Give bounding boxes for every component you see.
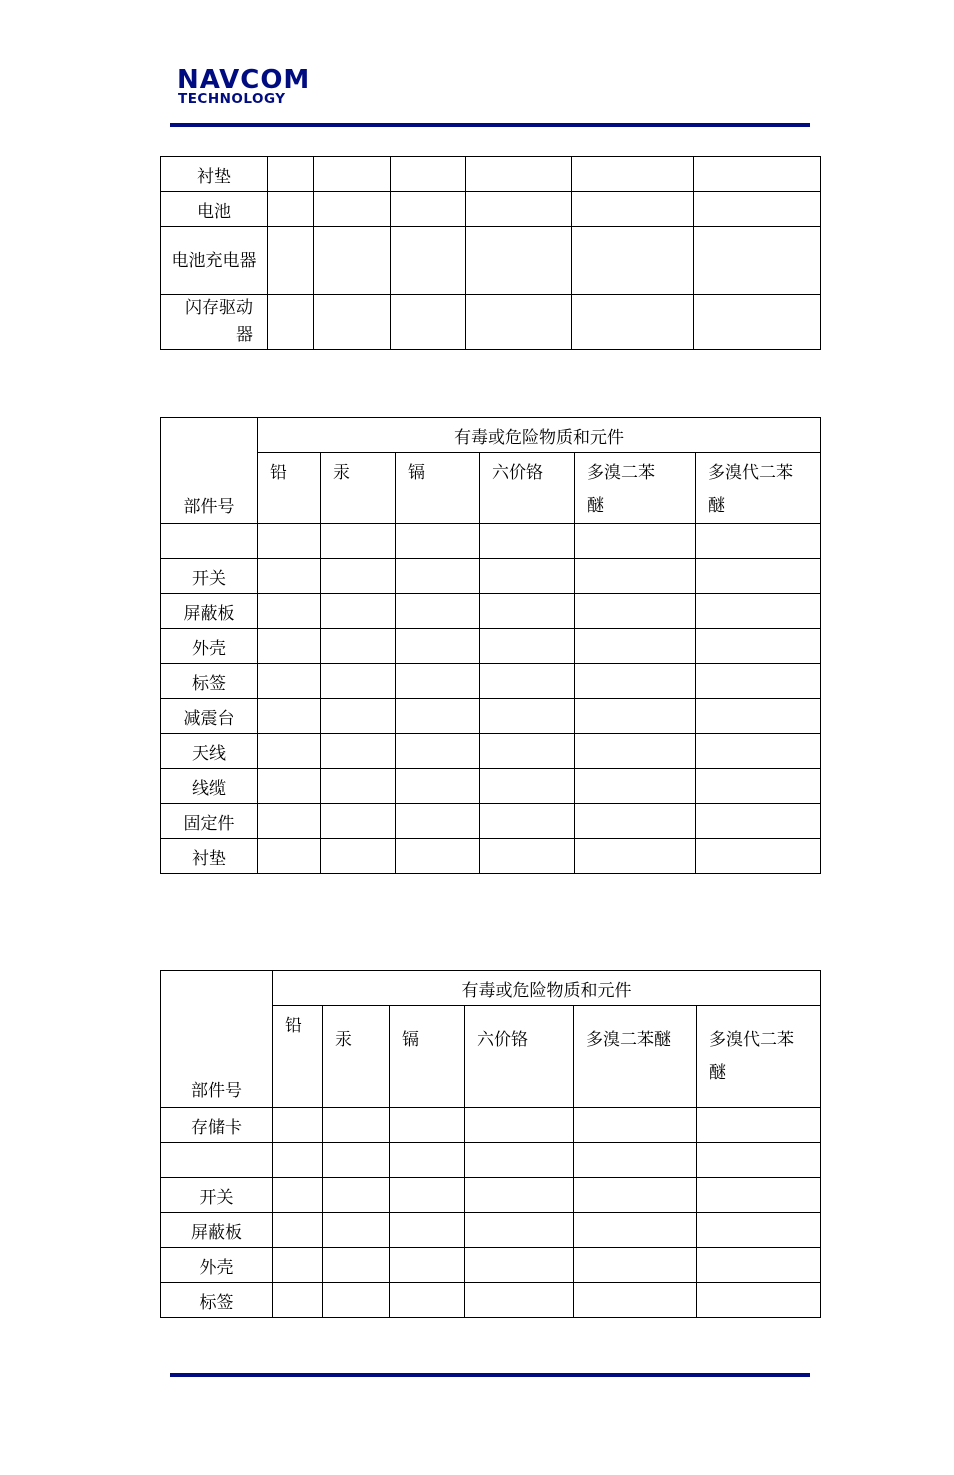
substances-group-header: 有毒或危险物质和元件 bbox=[273, 971, 821, 1006]
part-name-cell: 外壳 bbox=[161, 629, 258, 664]
part-name-cell: 开关 bbox=[161, 559, 258, 594]
table-row bbox=[161, 594, 821, 629]
part-name-cell: 开关 bbox=[161, 1178, 273, 1213]
column-header: 多溴二苯醚 bbox=[574, 1006, 697, 1108]
table-row bbox=[161, 524, 821, 559]
part-name-cell: 衬垫 bbox=[161, 839, 258, 874]
part-number-header: 部件号 bbox=[161, 971, 273, 1108]
part-name-cell bbox=[161, 524, 258, 559]
table-row bbox=[161, 664, 821, 699]
substances-group-header: 有毒或危险物质和元件 bbox=[258, 418, 821, 453]
table-2 bbox=[160, 417, 821, 874]
part-name-cell: 电池充电器 bbox=[161, 227, 268, 295]
table-row bbox=[161, 769, 821, 804]
table-row bbox=[161, 734, 821, 769]
table-row bbox=[161, 699, 821, 734]
part-name-cell: 外壳 bbox=[161, 1248, 273, 1283]
logo-text-navcom: NAVCOM bbox=[177, 66, 311, 95]
column-header: 汞 bbox=[321, 453, 396, 524]
part-name-cell: 标签 bbox=[161, 664, 258, 699]
table-3 bbox=[160, 970, 821, 1318]
navcom-logo bbox=[175, 66, 365, 106]
table-row bbox=[161, 1213, 821, 1248]
part-number-header: 部件号 bbox=[161, 418, 258, 524]
table-header-row bbox=[161, 971, 821, 1006]
column-header: 镉 bbox=[390, 1006, 465, 1108]
footer-rule bbox=[170, 1373, 810, 1377]
table-row bbox=[161, 227, 821, 295]
table-row bbox=[161, 1283, 821, 1318]
column-header: 镉 bbox=[396, 453, 480, 524]
table-header-row bbox=[161, 453, 821, 524]
table-row bbox=[161, 192, 821, 227]
column-header: 多溴二苯醚 bbox=[575, 453, 696, 524]
part-name-cell: 存储卡 bbox=[161, 1108, 273, 1143]
part-name-cell bbox=[161, 1143, 273, 1178]
part-name-cell: 闪存驱动器 bbox=[161, 295, 268, 350]
part-name-cell: 屏蔽板 bbox=[161, 1213, 273, 1248]
column-header: 铅 bbox=[273, 1006, 323, 1108]
part-name-cell: 衬垫 bbox=[161, 157, 268, 192]
part-name-cell: 固定件 bbox=[161, 804, 258, 839]
column-header: 多溴代二苯醚 bbox=[697, 1006, 821, 1108]
table-1 bbox=[160, 156, 821, 350]
table-row bbox=[161, 804, 821, 839]
column-header: 汞 bbox=[323, 1006, 390, 1108]
column-header: 多溴代二苯醚 bbox=[696, 453, 821, 524]
table-row bbox=[161, 629, 821, 664]
part-name-cell: 电池 bbox=[161, 192, 268, 227]
part-name-cell: 标签 bbox=[161, 1283, 273, 1318]
header-rule bbox=[170, 123, 810, 127]
table-row bbox=[161, 157, 821, 192]
column-header: 铅 bbox=[258, 453, 321, 524]
table-row bbox=[161, 295, 821, 350]
table-row bbox=[161, 1108, 821, 1143]
table-row bbox=[161, 839, 821, 874]
table-header-row bbox=[161, 418, 821, 453]
part-name-cell: 天线 bbox=[161, 734, 258, 769]
table-row bbox=[161, 1178, 821, 1213]
part-name-cell: 减震台 bbox=[161, 699, 258, 734]
table-row bbox=[161, 1248, 821, 1283]
logo-text-technology: TECHNOLOGY bbox=[178, 91, 286, 106]
table-row bbox=[161, 1143, 821, 1178]
part-name-cell: 线缆 bbox=[161, 769, 258, 804]
column-header: 六价铬 bbox=[465, 1006, 574, 1108]
column-header: 六价铬 bbox=[480, 453, 575, 524]
table-row bbox=[161, 559, 821, 594]
part-name-cell: 屏蔽板 bbox=[161, 594, 258, 629]
